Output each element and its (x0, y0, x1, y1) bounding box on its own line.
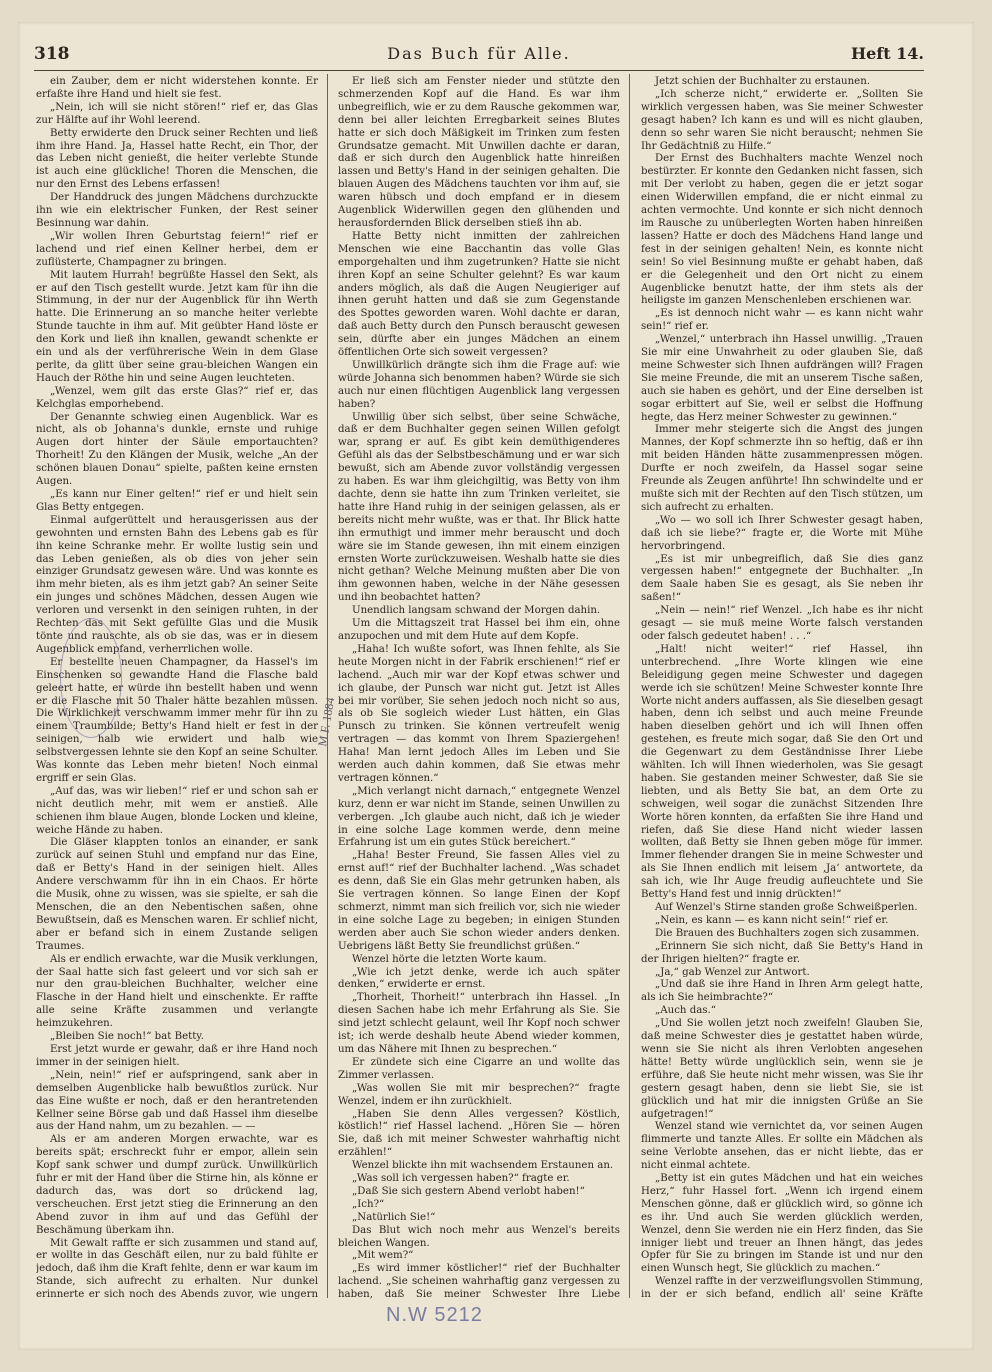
paragraph: Unwillkürlich drängte sich ihm die Frage auf: wie würde Johanna sich benommen haben? Würde sie sich auch nur einen flüchtigen Augenblick lang vergessen haben? (338, 359, 620, 410)
paragraph: „Betty ist ein gutes Mädchen und hat ein weiches Herz,“ fuhr Hassel fort. „Wenn ich irgend einem Menschen gönne, daß er glücklich wird, so gönne ich es ihr. Und auch Sie werden glücklich werden, Wenzel, denn Sie werden nie ein Herz finden, das Sie inniger liebt und treuer an Ihnen hängt, das jedes Opfer für Sie zu bringen im Stande ist und nur den einen Wunsch hegt, Sie glücklich zu machen.“ (641, 1173, 923, 1275)
paragraph: Wenzel hörte die letzten Worte kaum. (352, 953, 547, 965)
paragraph: „Haha! Bester Freund, Sie fassen Alles viel zu ernst auf!“ rief der Buchhalter lachend. „Was schadet es denn, daß Sie ein Glas mehr getrunken haben, als Sie vertragen können. So lange Einen der Kopf schmerzt, nimmt man sich freilich vor, sich nie wieder in eine solche Lage zu begeben; in einigen Stunden werden aber auch Sie schon wieder anders denken. Uebrigens läßt Betty Sie freundlichst grüßen.“ (338, 850, 620, 952)
paragraph: „Auf das, was wir lieben!“ rief er und schon sah er nicht deutlich mehr, mit wem er anstieß. Alle schienen ihm blaue Augen, blonde Locken und kleine, weiche Hände zu haben. (36, 785, 318, 836)
paragraph: Die Gläser klappten tonlos an einander, er sank zurück auf seinen Stuhl und empfand nur das Eine, daß er Betty's Hand in der seinigen hielt. Alles Andere verschwamm für ihn in ein Chaos. Er hörte die Musik, ohne zu wissen, was sie spielte, er sah die Menschen, die an den Nebentischen saßen, ohne Bewußtsein, daß es Menschen waren. Er schlief nicht, aber er befand sich in einem Zustande seligen Traumes. (36, 837, 318, 952)
pencil-note (315, 650, 338, 750)
paragraph: „Natürlich Sie!“ (352, 1211, 436, 1223)
paragraph: Er ließ sich am Fenster nieder und stützte den schmerzenden Kopf auf die Hand. Es war ihm unbegreiflich, wie er zu dem Rausche gekommen war, denn bei aller leichten Erregbarkeit seines Blutes hatte er sich doch Mäßigkeit im Trinken zum festen Grundsatze gemacht. Mit Unwillen dachte er daran, daß er sich durch den Augenblick hatte hinreißen lassen und Betty's Hand in der seinigen gehalten. Die blauen Augen des Mädchens tauchten vor ihm auf, sie waren hübsch und doch empfand er in diesem Augenblick Widerwillen gegen den glühenden und herausfordernden Blick derselben stieß ihn ab. (338, 76, 620, 229)
paragraph: Als er am anderen Morgen erwachte, war es bereits spät; erschreckt fuhr er empor, allein sein Kopf sank schwer und dumpf zurück. Unwillkürlich fuhr er mit der Hand über die Stirne hin, als könne er dadurch das, was dort so drückend lag, verscheuchen. Erst jetzt stieg die Erinnerung an den Abend zuvor in ihm auf und das Gefühl der Beschämung überkam ihn. (36, 1134, 318, 1236)
paragraph: „Was wollen Sie mit mir besprechen?“ fragte Wenzel, indem er ihn zurückhielt. (338, 1082, 620, 1107)
paragraph: ein Zauber, dem er nicht widerstehen konnte. Er erfaßte ihre Hand und hielt sie fest. (36, 76, 318, 100)
text-column-2 (338, 76, 620, 1301)
paragraph: „Daß Sie sich gestern Abend verlobt haben!“ (352, 1185, 585, 1197)
paragraph: „Nein, es kann — es kann nicht sein!“ rief er. (655, 914, 889, 926)
paragraph: „Nein, nein!“ rief er aufspringend, sank aber in demselben Augenblicke halb bewußtlos zurück. Nur das Eine wußte er noch, daß er den herantretenden Kellner seine Börse gab und daß Hassel ihm dieselbe aus der Hand nahm, um zu bezahlen. — — (36, 1069, 318, 1133)
paragraph: „Wir wollen Ihren Geburtstag feiern!“ rief er lachend und rief einen Kellner herbei, dem er zuflüsterte, Champagner zu bringen. (36, 230, 318, 268)
paragraph: Wenzel blickte ihn mit wachsendem Erstaunen an. (352, 1160, 614, 1172)
paragraph: „Haben Sie denn Alles vergessen? Köstlich, köstlich!“ rief Hassel lachend. „Hören Sie — hören Sie, daß ich mit meiner Schwester wahrhaftig nicht erzählen!“ (338, 1108, 620, 1159)
paragraph: Er zündete sich eine Cigarre an und wollte das Zimmer verlassen. (338, 1056, 620, 1081)
paragraph: Er bestellte neuen Champagner, da Hassel's im Einschenken so gewandte Hand die Flasche bald geleert hatte, er würde ihn bestellt haben und wenn er die Flasche mit 50 Thaler hätte bezahlen müssen. Die Wirklichkeit verschwamm immer mehr für ihn zu einem Traumbilde; Betty's Hand hielt er fest in der seinigen, halb wie erwidert und halb wie selbstvergessen lehnte sie den Kopf an seine Schulter. Was konnte das Leben mehr bieten! Noch einmal ergriff er sein Glas. (36, 656, 318, 784)
paragraph: „Nein, ich will sie nicht stören!“ rief er, das Glas zur Hälfte auf ihr Wohl leerend. (36, 101, 318, 126)
paragraph: „Wo — wo soll ich Ihrer Schwester gesagt haben, daß ich sie liebe?“ fragte er, die Worte mit Mühe hervorbringend. (641, 514, 923, 552)
paragraph: Wenzel raffte in der verzweiflungsvollen Stimmung, in der er sich befand, endlich all' seine Kräfte (641, 1276, 923, 1301)
paragraph: „Halt! nicht weiter!“ rief Hassel, ihn unterbrechend. „Ihre Worte klingen wie eine Beleidigung gegen meine Schwester und dagegen werde ich sie schützen! Meine Schwester konnte Ihre Worte nicht anders auffassen, als Sie dieselben gesagt haben, denn ich selbst und auch meine Freunde haben dieselben gehört und ich will Ihnen offen gestehen, es freute mich sogar, daß Sie den Ort und die Gegenwart zu dem Geständnisse Ihrer Liebe wählten. Ich will Ihnen wiederholen, was Sie gesagt haben. Sie gestanden meiner Schwester, daß Sie sie liebten, und als Betty Sie bat, an dem Orte zu schweigen, weil sogar die zunächst Sitzenden Ihre Worte hören konnten, da erfaßten Sie ihre Hand und riefen, daß Sie diese Hand nicht wieder lassen wollten, daß Betty sie Ihnen geben möge für immer. Immer flehender drangen Sie in meine Schwester und als Sie Ihnen endlich mit leisem ‚Ja‘ antwortete, da sah ich, wie Ihr Auge freudig aufleuchtete und Sie Betty's Hand fest und innig drückten!“ (641, 643, 923, 901)
paragraph: Einmal aufgerüttelt und herausgerissen aus der gewohnten und ernsten Bahn des Lebens gab es für ihn keine Schranke mehr. Er wollte lustig sein und das Leben genießen, als ob dies von jeher sein einziger Grundsatz gewesen wäre. Und was konnte es ihm mehr bieten, als es ihm jetzt gab? An seiner Seite ein junges und schönes Mädchen, dessen Augen wie verloren und versenkt in den seinigen ruhten, in der Rechten das mit Sekt gefüllte Glas und die Musik tönte und rauschte, als ob sie das, was er in diesem Augenblick empfand, verherrlichen wolle. (36, 514, 318, 655)
text-column-3 (641, 76, 923, 1301)
paragraph: „Haha! Ich wußte sofort, was Ihnen fehlte, als Sie heute Morgen nicht in der Fabrik erschienen!“ rief er lachend. „Auch mir war der Kopf etwas schwer und ich glaube, der Punsch war nicht gut. Jetzt ist Alles bei mir vorüber, Sie sehen jedoch noch nicht so aus, als ob Sie sogleich wieder Lust hätten, ein Glas Punsch zu trinken. Sie können vertreufelt wenig vertragen — das kommt von Ihrem Spaziergehen! Haha! Man lernt jedoch Alles im Leben und Sie werden auch dahin kommen, daß Sie etwas mehr vertragen können.“ (338, 643, 620, 784)
paragraph: Erst jetzt wurde er gewahr, daß er ihre Hand noch immer in der seinigen hielt. (36, 1043, 318, 1068)
paragraph: „Bleiben Sie noch!“ bat Betty. (50, 1031, 204, 1043)
paragraph: Als er endlich erwachte, war die Musik verklungen, der Saal hatte sich fast geleert und vor sich sah er nur den grau-bleichen Buchhalter, welcher eine Flasche in der Hand hielt und einschenkte. Er raffte alle seine Kräfte zusammen und verlangte heimzukehren. (36, 953, 318, 1030)
paragraph: „Ich?“ (352, 1198, 385, 1210)
paragraph: „Auch das.“ (655, 1005, 716, 1017)
paragraph: Unwillig über sich selbst, über seine Schwäche, daß er dem Buchhalter gegen seinen Willen gefolgt war, sprang er auf. Es gibt kein demüthigenderes Gefühl als das der Selbstbeschämung und er war sich bewußt, sich am Abende zuvor vollständig vergessen zu haben. Es war ihm gleichgiltig, was Betty von ihm dachte, denn sie hatte ihn zum Trinken verleitet, sie hatte ihre Hand ruhig in der seinigen gelassen, als er bereits nicht mehr wußte, was er that. Ihr Blick hatte ihn ermuthigt und immer mehr berauscht und doch wäre sie im Stande gewesen, ihn mit einem einzigen ernsten Worte zurückzuweisen. Weshalb hatte sie dies nicht gethan? Welche Meinung mußten aber Die von ihm gewonnen haben, welche in der Nähe gesessen und ihn beobachtet hatten? (338, 411, 620, 604)
paragraph: „Es wird immer köstlicher!“ rief der Buchhalter lachend. „Sie scheinen wahrhaftig ganz vergessen zu haben, daß Sie meiner Schwester Ihre Liebe (338, 1263, 620, 1301)
paragraph: Mit Gewalt raffte er sich zusammen und stand auf, er wollte in das Geschäft eilen, nur zu bald fühlte er jedoch, daß ihm die Kraft fehlte, denn er war kaum im Stande, sich aufrecht zu erhalten. Nur dunkel erinnerte er sich noch des Abends zuvor, wie ungern (36, 1237, 318, 1301)
paragraph: Der Ernst des Buchhalters machte Wenzel noch bestürzter. Er konnte den Gedanken nicht fassen, sich mit Der verlobt zu haben, gegen die er jetzt sogar einen Widerwillen empfand, die er nicht einmal zu achten vermochte. Und konnte er sich nicht dennoch im Rausche zu unüberlegten Worten haben hinreißen lassen? Hatte er doch des Mädchens Hand lange und fest in der seinigen gehalten! Nein, es konnte nicht sein! So viel Besinnung mußte er gehabt haben, daß er die Gelegenheit und den Ort nicht zu einem Augenblicke benutzt hatte, der ihm stets als der heiligste im ganzen Menschenleben erschienen war. (641, 153, 923, 307)
paragraph: Hatte Betty nicht inmitten der zahlreichen Menschen wie eine Bacchantin das volle Glas emporgehalten und ihm zugetrunken? Hatte sie nicht ihren Kopf an seine Schulter gelehnt? Es war kaum anders möglich, als daß die Augen Neugieriger auf ihnen geruht hatten und daß sie zum Gegenstande des Spottes geworden waren. Wohl dachte er daran, daß auch Betty durch den Punsch berauscht gewesen sein, dürfte aber ein junges Mädchen an einem öffentlichen Orte sich soweit vergessen? (338, 230, 620, 359)
column-divider-2 (629, 74, 630, 1298)
paragraph: „Mit wem?“ (352, 1250, 414, 1262)
paragraph: „Es kann nur Einer gelten!“ rief er und hielt sein Glas Betty entgegen. (36, 489, 318, 513)
page-header (34, 44, 924, 68)
paragraph: Unendlich langsam schwand der Morgen dahin. (352, 605, 601, 617)
paragraph: Der Genannte schwieg einen Augenblick. War es nicht, als ob Johanna's dunkle, ernste und ruhige Augen dort hinter der Säule emportauchten? Thorheit! Zu den Klängen der Musik, welche „An der schönen blauen Donau“ spielte, paßten keine ernsten Augen. (36, 411, 318, 488)
paragraph: „Ich scherze nicht,“ erwiderte er. „Sollten Sie wirklich vergessen haben, was Sie meiner Schwester gesagt haben? Ich kann es und will es nicht glauben, denn so sehr waren Sie nicht berauscht; nehmen Sie Ihr Gedächtniß zu Hilfe.“ (641, 88, 923, 152)
running-title: Das Buch für Alle. (387, 44, 571, 63)
paragraph: „Und daß sie ihre Hand in Ihren Arm gelegt hatte, als ich Sie heimbrachte?“ (641, 979, 923, 1004)
paragraph: „Ja,“ gab Wenzel zur Antwort. (655, 966, 810, 978)
paragraph: „Es ist mir unbegreiflich, daß Sie dies ganz vergessen haben!“ entgegnete der Buchhalter. „In dem Saale haben Sie es gesagt, als Sie neben ihr saßen!“ (641, 553, 923, 604)
paragraph: Immer mehr steigerte sich die Angst des jungen Mannes, der Kopf schmerzte ihn so heftig, daß er ihn mit beiden Händen hätte zusammenpressen mögen. Durfte er noch zweifeln, da Hassel sogar seine Freunde als Zeugen anführte! Ihn schwindelte und er mußte sich mit der Rechten auf den Tisch stützen, um sich aufrecht zu erhalten. (641, 424, 923, 513)
paragraph: „Erinnern Sie sich nicht, daß Sie Betty's Hand in der Ihrigen hielten?“ fragte er. (641, 940, 923, 965)
page-number: 318 (34, 44, 70, 64)
paragraph: Mit lautem Hurrah! begrüßte Hassel den Sekt, als er auf den Tisch gestellt wurde. Jetzt kam für ihn die Stimmung, in der nur der Augenblick für ihn Werth hatte. Die Erinnerung an so manche heiter verlebte Stunde tauchte in ihm auf. Mit geübter Hand löste er den Kork und ließ ihn knallen, gewandt schenkte er ein und als der verführerische Wein in dem Glase perlte, da glitt über seine grau-bleichen Wangen ein Hauch der Röthe hin und seine Augen leuchteten. (36, 269, 318, 384)
issue-label: Heft 14. (851, 44, 924, 63)
paragraph: Wenzel stand wie vernichtet da, vor seinen Augen flimmerte und tanzte Alles. Er sollte ein Mädchen als seine Verlobte ansehen, das er nicht liebte, das er nicht einmal achtete. (641, 1121, 923, 1172)
paragraph: Betty erwiderte den Druck seiner Rechten und ließ ihm ihre Hand. Ja, Hassel hatte Recht, ein Thor, der das Leben nicht genießt, die heiter verlebte Stunde ist auch eine glückliche! Thoren die Menschen, die nur den Ernst des Lebens erfassen! (36, 127, 318, 191)
header-rule (34, 70, 924, 71)
paragraph: Auf Wenzel's Stirne standen große Schweißperlen. (655, 902, 918, 913)
paragraph: Die Brauen des Buchhalters zogen sich zusammen. (655, 927, 920, 939)
paragraph: Der Handdruck des jungen Mädchens durchzuckte ihn wie ein elektrischer Funken, der Rest seiner Besinnung war dahin. (36, 192, 318, 229)
paragraph: „Was soll ich vergessen haben?“ fragte er. (352, 1173, 570, 1185)
paragraph: „Und Sie wollen jetzt noch zweifeln! Glauben Sie, daß meine Schwester dies je gestattet haben würde, wenn sie Sie nicht als ihren Verlobten angesehen hätte! Betty würde unglücklich sein, wenn sie je erführe, daß Sie heute nicht mehr wissen, was Sie ihr gestern gesagt haben, denn sie liebt Sie, sie ist glücklich und hat mir die innigsten Grüße an Sie aufgetragen!“ (641, 1018, 923, 1120)
paragraph: „Wie ich jetzt denke, werde ich auch später denken,“ erwiderte er ernst. (338, 966, 620, 991)
paragraph: Das Blut wich noch mehr aus Wenzel's bereits bleichen Wangen. (338, 1224, 620, 1249)
paragraph: „Es ist dennoch nicht wahr — es kann nicht wahr sein!“ rief er. (641, 308, 923, 333)
paragraph: „Nein — nein!“ rief Wenzel. „Ich habe es ihr nicht gesagt — sie muß meine Worte falsch verstanden oder falsch gedeutet haben! . . .“ (641, 605, 923, 642)
paragraph: Um die Mittagszeit trat Hassel bei ihm ein, ohne anzupochen und mit dem Hute auf dem Kopfe. (338, 618, 620, 642)
pencil-note-text: M.F. 1884 (315, 696, 338, 748)
paragraph: „Mich verlangt nicht darnach,“ entgegnete Wenzel kurz, denn er war nicht im Stande, seinen Unwillen zu verbergen. „Ich glaube auch nicht, daß ich je wieder in eine solche Lage kommen werde, denn meine Erfahrung ist um ein gutes Stück bereichert.“ (338, 785, 620, 849)
inventory-stamp: N.W 5212 (386, 1304, 483, 1326)
paragraph: „Wenzel,“ unterbrach ihn Hassel unwillig. „Trauen Sie mir eine Unwahrheit zu oder glauben Sie, daß meine Schwester sich Ihnen aufdrängen will? Fragen Sie meine Freunde, die mit an unserem Tische saßen, auch sie haben es gehört, und der Eine derselben ist sogar erbittert auf Sie, weil er selbst die Hoffnung hegte, das Herz meiner Schwester zu gewinnen.“ (641, 334, 923, 423)
pencil-circle-mark (60, 618, 122, 738)
paragraph: Jetzt schien der Buchhalter zu erstaunen. (655, 76, 870, 87)
paragraph: „Thorheit, Thorheit!“ unterbrach ihn Hassel. „In diesen Sachen habe ich mehr Erfahrung als Sie. Sie sind jetzt schlecht gelaunt, weil Ihr Kopf noch schwer ist; ich werde deshalb heute Abend wieder kommen, um das Nähere mit Ihnen zu besprechen.“ (338, 992, 620, 1055)
paragraph: „Wenzel, wem gilt das erste Glas?“ rief er, das Kelchglas emporhebend. (36, 385, 318, 410)
